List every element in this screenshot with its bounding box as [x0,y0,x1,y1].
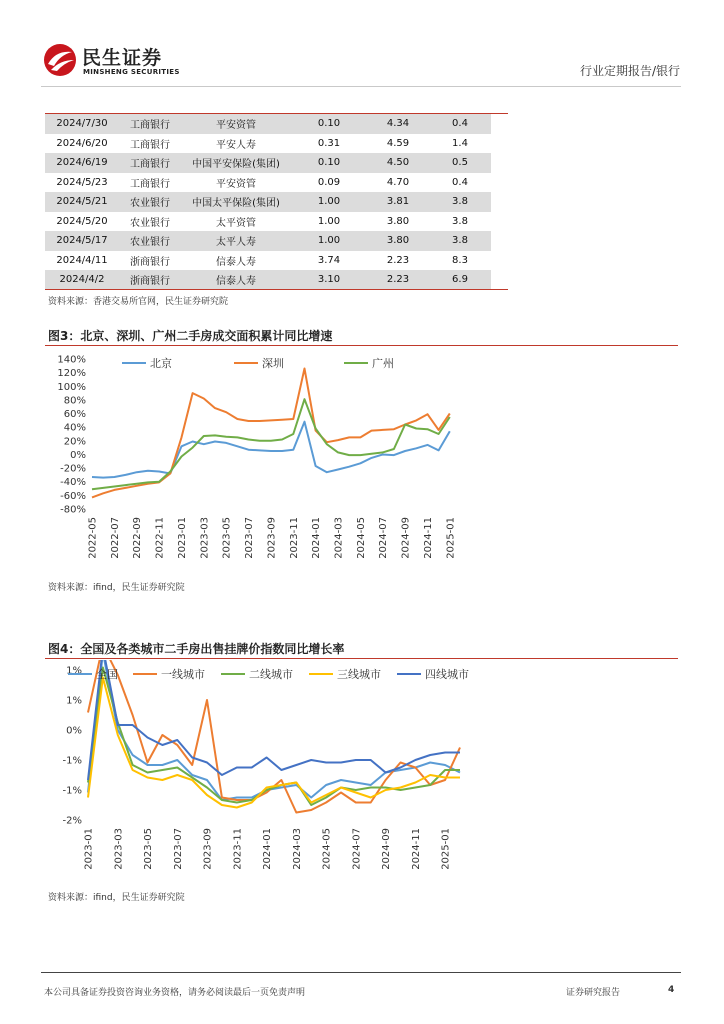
x-tick-label: 2023-11 [288,517,300,559]
report-category: 行业定期报告/银行 [579,64,680,78]
y-tick-label: -1% [62,785,82,797]
y-tick-label: 60% [63,409,86,421]
y-tick-label: -20% [60,463,86,475]
table-cell: 2024/5/17 [45,231,119,251]
table-cell: 1.00 [291,231,367,251]
table-cell: 浙商银行 [130,256,170,268]
table-cell: 农业银行 [119,192,181,212]
x-tick-label: 2022-07 [109,517,121,559]
table-bottom-rule [45,289,508,290]
series-line-1 [92,422,450,478]
table-cell: 4.70 [386,176,410,188]
table-cell: 4.50 [367,153,429,173]
table-cell: 3.74 [317,254,341,266]
table-cell: 0.10 [291,153,367,173]
table-cell: 工商银行 [130,139,170,151]
table-cell: 2024/4/2 [45,270,119,290]
y-tick-label: 20% [63,436,86,448]
table-cell: 3.8 [429,231,491,251]
y-tick-label: 1% [66,665,82,677]
fig3-chart [40,348,480,573]
fig4-chart [40,660,480,885]
x-tick-label: 2022-05 [87,517,99,559]
table-cell: 3.80 [386,215,410,227]
table-cell: 3.80 [367,231,429,251]
y-tick-label: 1% [66,695,82,707]
x-tick-label: 2025-01 [440,828,452,870]
y-tick-label: -80% [60,504,86,516]
legend-label: 三线城市 [337,668,381,681]
table-cell: 工商银行 [130,178,170,190]
y-tick-label: 0% [66,725,82,737]
y-tick-label: 80% [63,395,86,407]
x-tick-label: 2024-01 [311,517,323,559]
table-cell: 信泰人寿 [181,270,291,290]
table-cell: 1.00 [317,215,341,227]
legend-label: 北京 [150,357,172,370]
table-cell: 中国平安保险(集团) [181,153,291,173]
table-cell: 1.00 [291,192,367,212]
table-row [45,270,491,290]
table-cell: 平安人寿 [216,139,256,151]
table-cell: 浙商银行 [119,270,181,290]
table-source: 资料来源：香港交易所官网，民生证券研究院 [48,297,229,307]
table-cell: 2024/5/20 [56,215,108,227]
table-cell: 3.8 [452,215,468,227]
series-line-3 [88,668,460,806]
legend-label: 广州 [372,357,394,370]
table-cell: 2024/7/30 [45,114,119,134]
fig4-source: 资料来源：ifind，民生证券研究院 [48,893,185,903]
y-tick-label: -60% [60,490,86,502]
x-tick-label: 2024-03 [333,517,345,559]
table-cell: 3.81 [367,192,429,212]
table-cell: 0.4 [429,114,491,134]
logo-mark-icon [42,42,78,78]
y-tick-label: -2% [62,815,82,827]
table-row [45,173,491,193]
table-cell: 2.23 [386,254,410,266]
table-row [45,231,491,251]
logo-text-en: MINSHENG SECURITIES [83,68,180,76]
table-row [45,251,491,271]
logo [42,42,192,78]
x-tick-label: 2023-05 [143,828,155,870]
x-tick-label: 2023-07 [244,517,256,559]
legend-label: 深圳 [262,357,284,370]
logo-text-cn: 民生证券 [82,47,163,69]
table-cell: 0.5 [429,153,491,173]
table-cell: 2024/6/19 [45,153,119,173]
table-cell: 农业银行 [130,217,170,229]
table-cell: 2024/5/23 [56,176,108,188]
deals-table [45,114,491,290]
y-tick-label: 0% [70,449,86,461]
x-tick-label: 2024-09 [400,517,412,559]
x-tick-label: 2024-03 [291,828,303,870]
x-tick-label: 2023-07 [172,828,184,870]
table-cell: 1.4 [452,137,468,149]
x-tick-label: 2024-01 [262,828,274,870]
table-cell: 8.3 [452,254,468,266]
fig3-title-rule [45,345,678,346]
legend-label: 四线城市 [425,668,469,681]
y-tick-label: -1% [62,755,82,767]
x-tick-label: 2023-01 [83,828,95,870]
y-tick-label: 120% [57,368,86,380]
table-row [45,192,491,212]
table-cell: 2.23 [367,270,429,290]
x-tick-label: 2023-03 [113,828,125,870]
y-tick-label: -40% [60,477,86,489]
table-cell: 太平资管 [216,217,256,229]
table-row [45,212,491,232]
table-cell: 0.4 [452,176,468,188]
x-tick-label: 2024-11 [422,517,434,559]
x-tick-label: 2024-05 [321,828,333,870]
table-cell: 工商银行 [119,153,181,173]
table-cell: 中国太平保险(集团) [181,192,291,212]
x-tick-label: 2023-05 [221,517,233,559]
table-cell: 平安资管 [216,178,256,190]
series-line-3 [92,399,450,489]
series-line-1 [88,660,460,800]
table-cell: 2024/6/20 [56,137,108,149]
table-cell: 0.10 [291,114,367,134]
x-tick-label: 2024-07 [351,828,363,870]
footer-divider [41,972,681,973]
footer-disclaimer: 本公司具备证券投资咨询业务资格，请务必阅读最后一页免责声明 [44,988,306,998]
y-tick-label: 100% [57,381,86,393]
x-tick-label: 2022-11 [154,517,166,559]
table-cell: 2024/5/21 [45,192,119,212]
table-cell: 0.09 [317,176,341,188]
table-row [45,153,491,173]
page-number: 4 [668,985,675,995]
fig3-source: 资料来源：ifind，民生证券研究院 [48,583,185,593]
legend-label: 二线城市 [249,668,293,681]
x-tick-label: 2024-05 [355,517,367,559]
y-tick-label: 40% [63,422,86,434]
table-cell: 4.59 [386,137,410,149]
x-tick-label: 2023-03 [199,517,211,559]
table-cell: 3.10 [291,270,367,290]
table-cell: 6.9 [429,270,491,290]
x-tick-label: 2023-11 [232,828,244,870]
table-row [45,134,491,154]
table-cell: 平安资管 [181,114,291,134]
fig3-title: 图3：北京、深圳、广州二手房成交面积累计同比增速 [48,329,333,343]
legend-label: 一线城市 [161,668,205,681]
x-tick-label: 2024-07 [378,517,390,559]
x-tick-label: 2024-11 [410,828,422,870]
fig4-title-rule [45,658,678,659]
x-tick-label: 2022-09 [132,517,144,559]
legend-label: 全国 [96,668,118,681]
table-cell: 3.8 [429,192,491,212]
table-cell: 农业银行 [119,231,181,251]
table-cell: 0.31 [317,137,341,149]
table-cell: 工商银行 [119,114,181,134]
table-cell: 太平人寿 [181,231,291,251]
x-tick-label: 2023-01 [176,517,188,559]
x-tick-label: 2023-09 [202,828,214,870]
x-tick-label: 2024-09 [381,828,393,870]
table-cell: 2024/4/11 [56,254,108,266]
y-tick-label: 140% [57,354,86,366]
x-tick-label: 2023-09 [266,517,278,559]
series-line-2 [92,369,450,498]
footer-report-type: 证券研究报告 [566,988,621,998]
table-cell: 4.34 [367,114,429,134]
header-divider [41,86,681,87]
x-tick-label: 2025-01 [445,517,457,559]
table-row [45,114,491,134]
fig4-title: 图4：全国及各类城市二手房出售挂牌价指数同比增长率 [48,642,345,656]
table-cell: 信泰人寿 [216,256,256,268]
